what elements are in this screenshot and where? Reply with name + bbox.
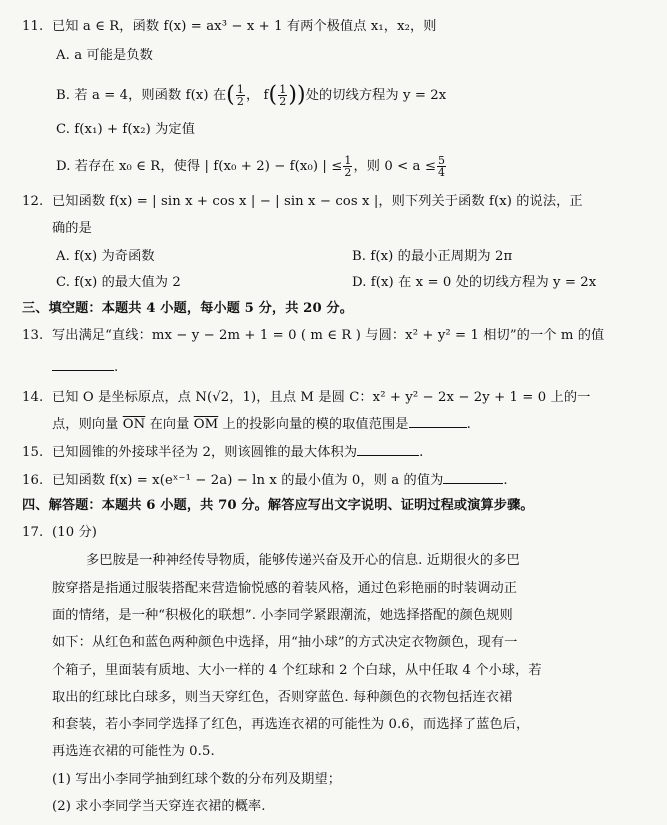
q11-option-b-fraction-2 [278, 84, 287, 107]
q11-option-b-paren-open: ( [226, 82, 235, 108]
q11-option-b-fraction [236, 84, 245, 107]
q17-sub1: (1) 写出小李同学抽到红球个数的分布列及期望； [52, 772, 342, 787]
q14-line1 [22, 389, 590, 407]
q16-end: . [503, 473, 508, 488]
q14-vector-on: $\overline{ON}$ [122, 417, 146, 432]
q17-para-line: 多巴胺是一种神经传导物质，能够传递兴奋及开心的信息. 近期很火的多巴 [86, 553, 520, 568]
q16-answer-blank[interactable] [443, 470, 503, 484]
q11-option-b-mid: ， f [245, 88, 269, 103]
q11-option-d-fraction-2 [437, 155, 446, 178]
q11-option-b [56, 84, 446, 107]
q13-end: . [114, 360, 119, 375]
q15-answer-blank[interactable] [357, 442, 419, 456]
q12-stem-line2: 确的是 [52, 221, 92, 236]
section-fill-in-heading: 三、填空题：本题共 4 小题，每小题 5 分，共 20 分。 [22, 301, 353, 316]
q14-answer-blank[interactable] [409, 414, 467, 428]
q14-text: 已知 O 是坐标原点，点 N(√2，1)，且点 M 是圆 C：x² + y² − 2x − 2y + 1 = 0 上的一 [52, 390, 591, 405]
q12-options-row1 [56, 248, 656, 266]
q17-sub2: (2) 求小李同学当天穿连衣裙的概率. [52, 799, 266, 814]
q16-number: 16. [22, 473, 44, 488]
q17-para-line: 再选连衣裙的可能性为 0.5. [52, 744, 215, 759]
q11-option-d-mid: ，则 0 < a ≤ [353, 159, 436, 174]
q13-answer-blank[interactable] [52, 357, 114, 371]
q16-text: 已知函数 f(x) = x(eˣ⁻¹ − 2a) − ln x 的最小值为 0，则 a 的值为 [52, 473, 444, 488]
q12-number: 12. [22, 194, 44, 209]
q17-para-line: 个箱子，里面装有质地、大小一样的 4 个红球和 2 个白球，从中任取 4 个小球，若 [52, 663, 542, 678]
q12-option-c: C. f(x) 的最大值为 2 [56, 275, 181, 290]
q11-option-d-frac-den: 2 [344, 166, 352, 179]
q11-stem-text: 已知 a ∈ R，函数 f(x) = ax³ − x + 1 有两个极值点 x₁，x₂，则 [52, 19, 437, 34]
q14-vector-om: $\overline{OM}$ [193, 417, 219, 432]
q11-stem [22, 18, 437, 36]
q11-number: 11. [22, 19, 44, 34]
q12-stem-line1 [22, 193, 583, 211]
q17-para-line: 取出的红球比白球多，则当天穿红色，否则穿蓝色. 每种颜色的衣物包括连衣裙 [52, 690, 513, 705]
q17-number: 17. [22, 525, 44, 540]
q15-end: . [419, 445, 424, 460]
q13-line2 [52, 357, 118, 377]
q11-option-a: A. a 可能是负数 [56, 48, 153, 63]
q15-text: 已知圆锥的外接球半径为 2，则该圆锥的最大体积为 [52, 445, 358, 460]
q12-options-row2 [56, 274, 656, 292]
q11-option-b-frac-den: 2 [236, 95, 244, 108]
q13-text: 写出满足“直线：mx − y − 2m + 1 = 0 ( m ∈ R ) 与圆：x² + y² = 1 相切”的一个 m 的值 [52, 328, 605, 343]
q11-option-b-frac-num: 1 [236, 83, 244, 96]
q15-line [22, 442, 423, 462]
q11-option-b-inner-open: ( [268, 82, 278, 108]
q11-option-b-frac2-num: 1 [279, 83, 287, 96]
q11-option-d-frac-num: 1 [344, 154, 352, 167]
q14-line2-prefix: 点，则向量 [52, 417, 123, 432]
q14-number: 14. [22, 390, 44, 405]
q14-line2 [52, 414, 471, 434]
q11-option-b-prefix: B. 若 a = 4，则函数 f(x) 在 [56, 88, 227, 103]
q12-option-a: A. f(x) 为奇函数 [56, 249, 155, 264]
q15-number: 15. [22, 445, 44, 460]
q14-end: . [466, 417, 471, 432]
q11-option-b-paren-close: ) [297, 82, 306, 108]
q13-line1 [22, 327, 604, 345]
q11-option-d-prefix: D. 若存在 x₀ ∈ R，使得 | f(x₀ + 2) − f(x₀) | ≤ [56, 159, 343, 174]
section-solution-heading: 四、解答题：本题共 6 小题，共 70 分。解答应写出文字说明、证明过程或演算步骤。 [22, 498, 534, 513]
q12-stem-text: 已知函数 f(x) = | sin x + cos x | − | sin x − cos x |，则下列关于函数 f(x) 的说法，正 [52, 194, 583, 209]
q14-line2-suffix: 上的投影向量的模的取值范围是 [218, 417, 409, 432]
q11-option-d-frac2-num: 5 [437, 154, 446, 167]
q16-line [22, 470, 508, 490]
q13-number: 13. [22, 328, 44, 343]
q17-para-line: 胺穿搭是指通过服装搭配来营造愉悦感的着装风格，通过色彩艳丽的时装调动正 [52, 581, 518, 596]
q11-option-b-inner-close: ) [288, 82, 298, 108]
q11-option-d [56, 155, 447, 178]
q11-option-c: C. f(x₁) + f(x₂) 为定值 [56, 122, 195, 137]
q12-option-d: D. f(x) 在 x = 0 处的切线方程为 y = 2x [352, 275, 597, 290]
q12-option-b: B. f(x) 的最小正周期为 2π [352, 249, 513, 264]
q11-option-b-frac2-den: 2 [279, 95, 287, 108]
q11-option-d-frac2-den: 4 [437, 166, 446, 179]
q17-points: (10 分) [52, 525, 98, 540]
q17-para-line: 面的情绪，是一种“积极化的联想”. 小李同学紧跟潮流，她选择搭配的颜色规则 [52, 608, 513, 623]
q11-option-d-fraction [343, 155, 352, 178]
q17-header [22, 524, 97, 542]
q11-option-b-suffix: 处的切线方程为 y = 2x [305, 88, 447, 103]
q17-para-line: 和套装，若小李同学选择了红色，再选连衣裙的可能性为 0.6，而选择了蓝色后， [52, 717, 530, 732]
q14-line2-mid: 在向量 [145, 417, 194, 432]
q17-para-line: 如下：从红色和蓝色两种颜色中选择，用“抽小球”的方式决定衣物颜色，现有一 [52, 635, 518, 650]
